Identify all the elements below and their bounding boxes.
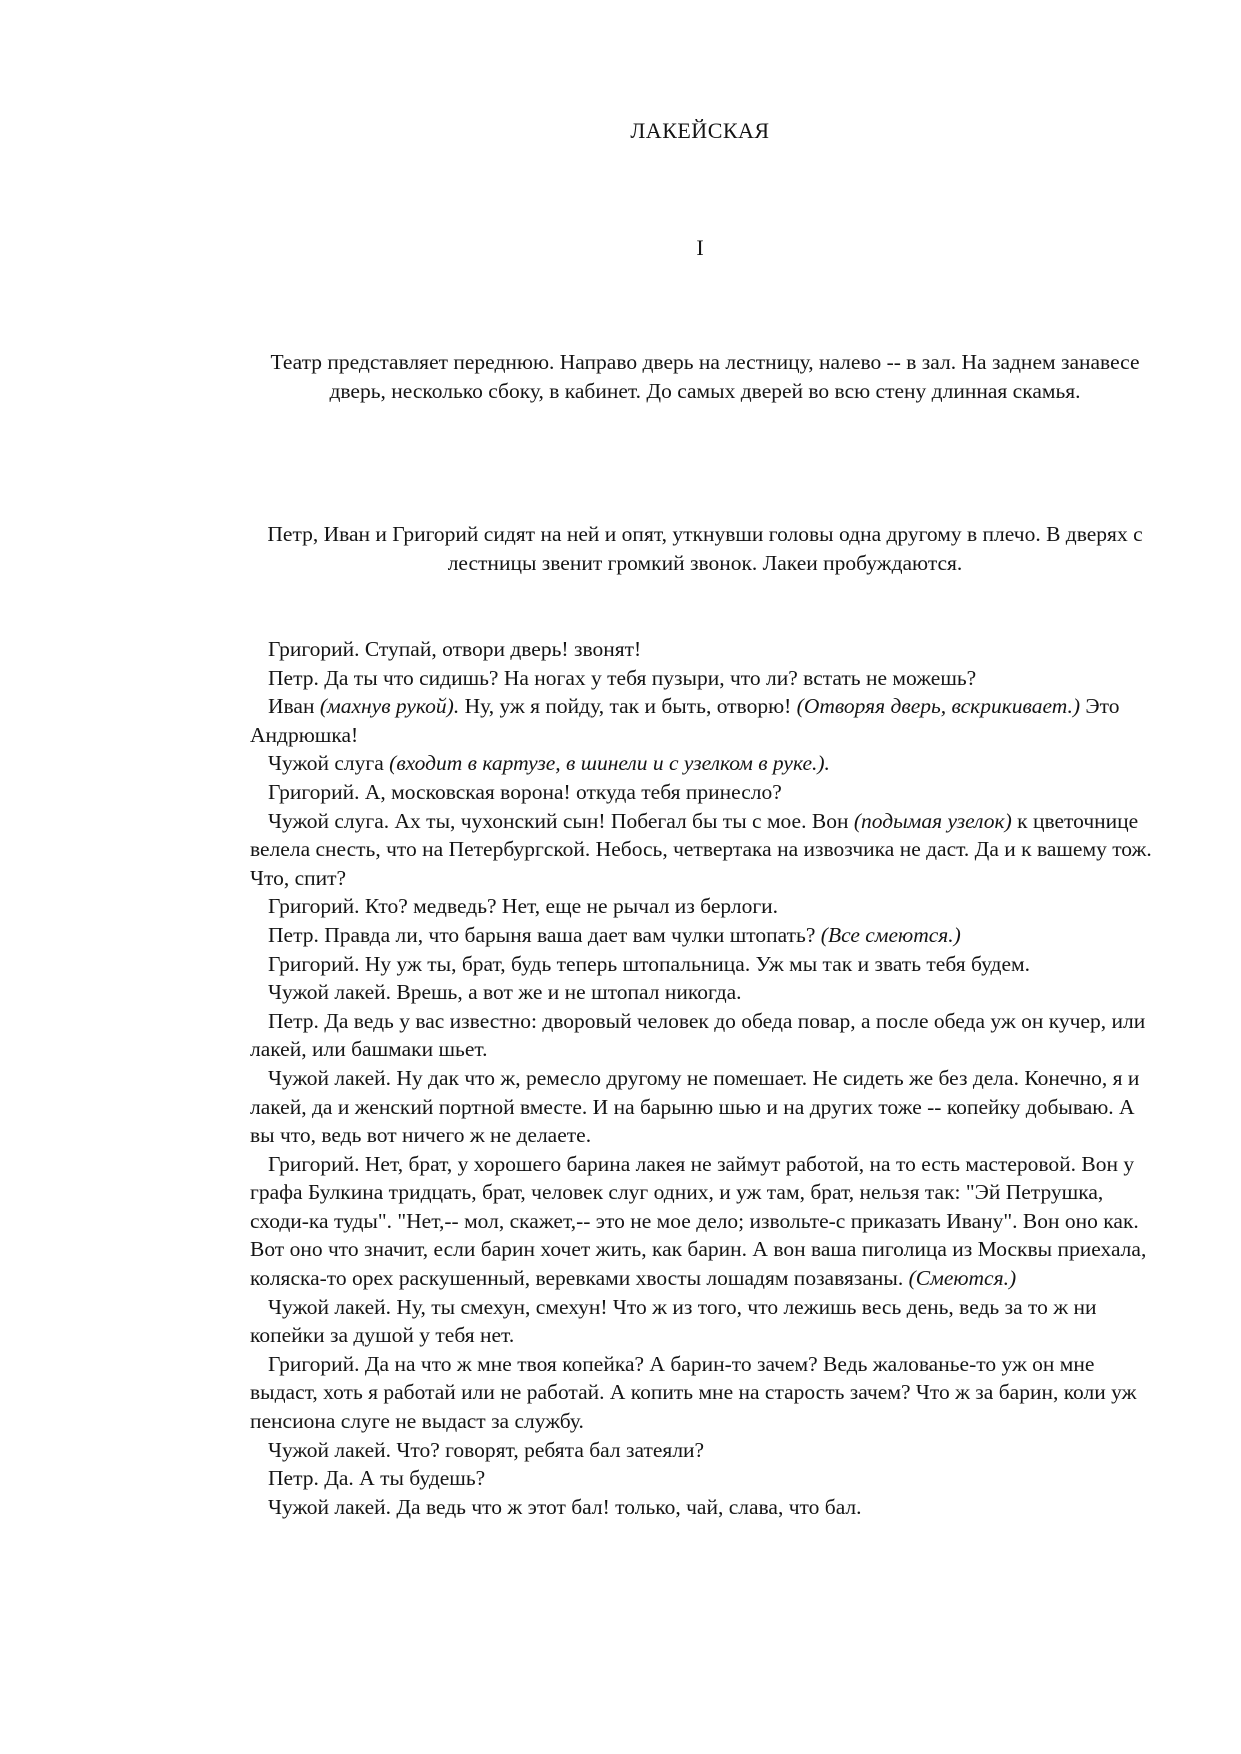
speech-text: Григорий. Ступай, отвори дверь! звонят! — [268, 637, 642, 661]
stage-remark: (входит в картузе, в шинели и с узелком в руке.). — [389, 751, 830, 776]
dialogue-line — [250, 635, 1158, 664]
stage-remark: (махнув рукой). — [319, 694, 460, 719]
stage-remark: (подымая узелок) — [853, 808, 1012, 833]
dialogue-line — [250, 807, 1158, 893]
speech-text: Чужой лакей. Что? говорят, ребята бал затеяли? — [268, 1437, 705, 1462]
dialogue-line — [250, 921, 1158, 950]
speech-text: Чужой лакей. Ну дак что ж, ремесло другому не помешает. Не сидеть же без дела. Конечно, я и лакей, да и женский портной вместе. И на барыню шью и на других тоже -- копейку добываю. А вы что, ведь вот ничего ж не делаете. — [250, 1065, 1140, 1148]
dialogue-line — [250, 1064, 1158, 1150]
speech-text: Чужой лакей. Ну, ты смехун, смехун! Что ж из того, что лежишь весь день, ведь за то ж ни копейки за душой у тебя нет. — [250, 1294, 1097, 1348]
speech-text: Чужой лакей. Врешь, а вот же и не штопал никогда. — [268, 980, 742, 1005]
dialogue-line — [250, 1493, 1158, 1522]
stage-remark: (Смеются.) — [908, 1266, 1017, 1291]
speech-text: Григорий. Нет, брат, у хорошего барина лакея не займут работой, на то есть мастеровой. Вон у графа Булкина тридцать, брат, человек слуг одних, и уж там, брат, нельзя так: "Эй Петрушка, сходи-ка туды". "Нет,-- мол, скажет,-- это не мое дело; извольте-с приказать Ивану". Вон оно как. Вот оно что значит, если барин хочет жить, как барин. А вон ваша пиголица из Москвы приехала, коляска-то орех раскушенный, веревками хвосты лошадям позавязаны. — [250, 1151, 1147, 1291]
speech-text: Григорий. Ну уж ты, брат, будь теперь штопальница. Уж мы так и звать тебя будем. — [268, 951, 1030, 976]
speech-text: Григорий. Кто? медведь? Нет, еще не рычал из берлоги. — [268, 894, 779, 919]
speech-text: Иван — [268, 694, 320, 719]
dialogue-line — [250, 692, 1158, 749]
speech-text: Чужой лакей. Да ведь что ж этот бал! только, чай, слава, что бал. — [268, 1494, 862, 1519]
dialogue-line — [250, 1293, 1158, 1350]
speech-text: Чужой слуга — [268, 751, 390, 776]
dialogue-line — [250, 1150, 1158, 1293]
stage-direction: Театр представляет переднюю. Направо дверь на лестницу, налево -- в зал. На заднем занавесе дверь, несколько сбоку, в кабинет. До самых дверей во всю стену длинная скамья. — [270, 350, 1140, 403]
stage-direction: Петр, Иван и Григорий сидят на ней и опят, уткнувши головы одна другому в плечо. В дверях с лестницы звенит громкий звонок. Лакеи пробуждаются. — [267, 522, 1143, 575]
speech-text: Петр. Правда ли, что барыня ваша дает вам чулки штопать? — [268, 922, 821, 947]
stage-remark: (Все смеются.) — [820, 922, 961, 947]
dialogue-line — [250, 1007, 1158, 1064]
dialogue-line — [250, 892, 1158, 921]
speech-text: Чужой слуга. Ах ты, чухонский сын! Побегал бы ты с мое. Вон — [268, 808, 854, 833]
dialogue-line — [250, 950, 1158, 979]
dialogue-line — [250, 749, 1158, 778]
speech-text: Петр. Да ты что сидишь? На ногах у тебя пузыри, что ли? встать не можешь? — [268, 665, 977, 690]
dialogue-line — [250, 1350, 1158, 1436]
speech-text: Петр. Да. А ты будешь? — [268, 1466, 486, 1491]
act-number: I — [696, 235, 704, 260]
speech-text: Григорий. Да на что ж мне твоя копейка? А барин-то зачем? Ведь жалованье-то уж он мне выдаст, хоть я работай или не работай. А копить мне на старость зачем? Что ж за барин, коли уж пенсиона слуге не выдаст за службу. — [250, 1351, 1137, 1434]
dialogue-line — [250, 1464, 1158, 1493]
dialogue-line — [250, 1436, 1158, 1465]
speech-text: к цветочнице велела снесть, что на Петербургской. Небось, четвертака на извозчика не даст. Да и к вашему тож. Что, спит? — [250, 808, 1152, 890]
speech-text: Ну, уж я пойду, так и быть, отворю! — [459, 694, 797, 719]
stage-remark: (Отворяя дверь, вскрикивает.) — [796, 694, 1081, 719]
dialogue-block — [250, 635, 1158, 1521]
speech-text: Петр. Да ведь у вас известно: дворовый человек до обеда повар, а после обеда уж он кучер, или лакей, или башмаки шьет. — [250, 1008, 1146, 1062]
dialogue-line — [250, 664, 1158, 693]
speech-text: Григорий. А, московская ворона! откуда тебя принесло? — [268, 779, 782, 804]
dialogue-line — [250, 778, 1158, 807]
speech-text: Это Андрюшка! — [250, 694, 1120, 747]
dialogue-line — [250, 978, 1158, 1007]
document-title: ЛАКЕЙСКАЯ — [630, 118, 770, 143]
